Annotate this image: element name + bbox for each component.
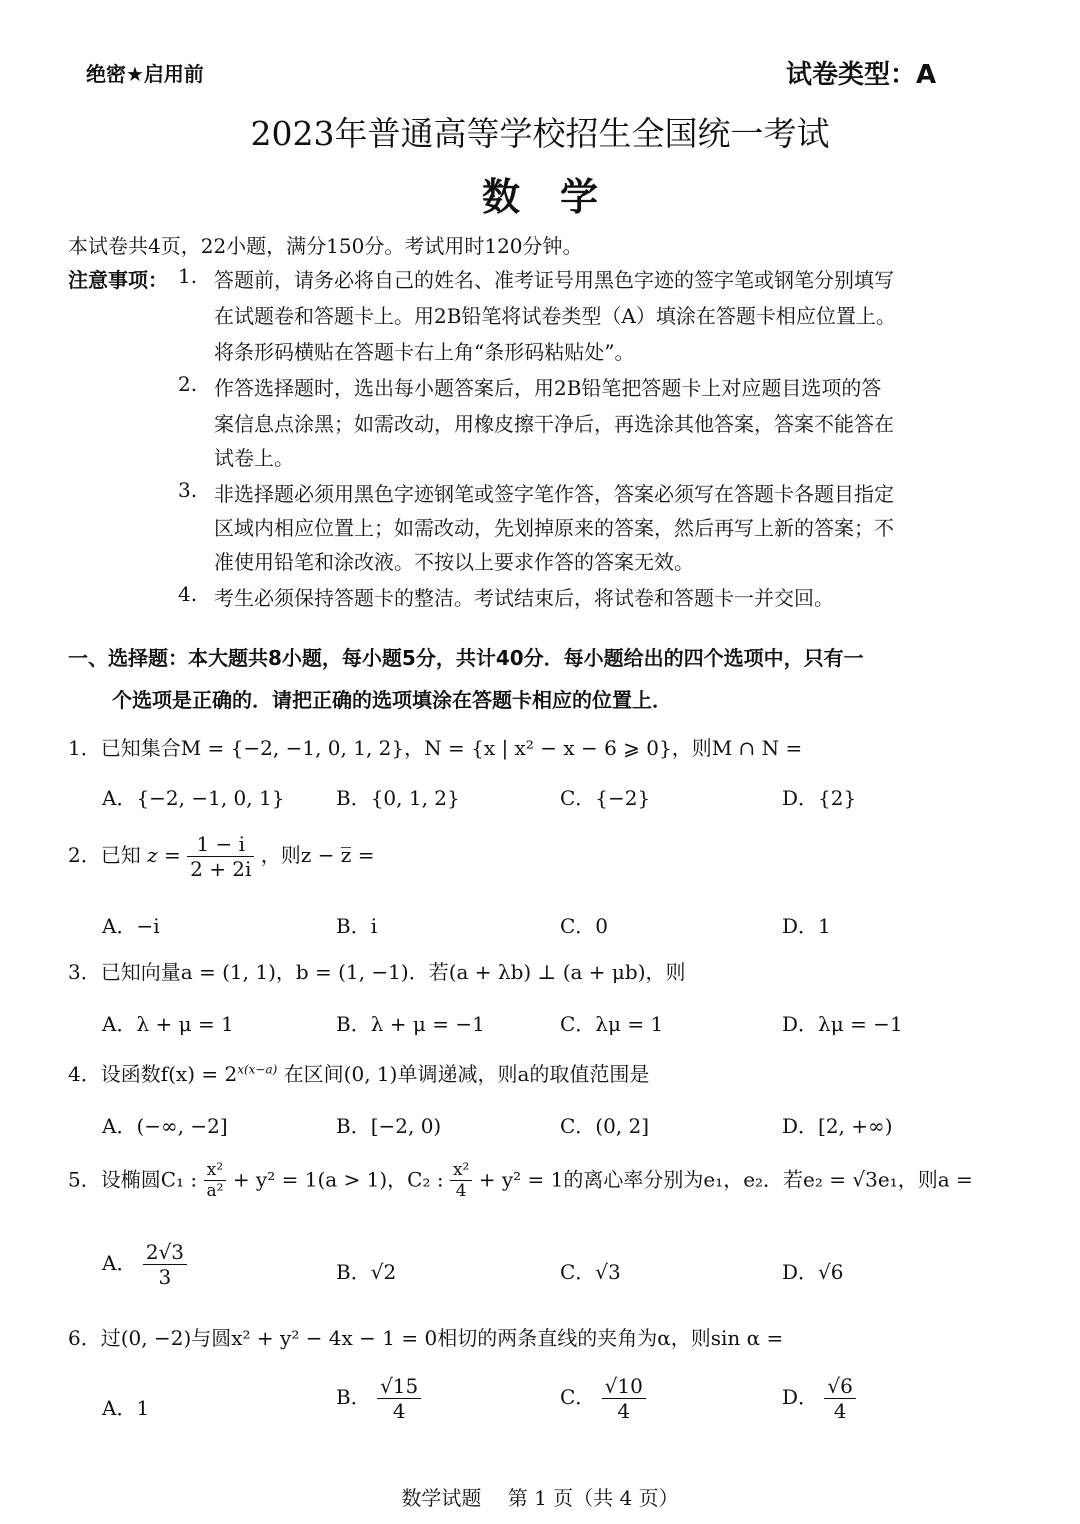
notes-label: 注意事项： — [68, 268, 168, 292]
question-2-fraction — [187, 832, 254, 881]
question-5-fraction-2 — [450, 1160, 472, 1202]
question-2-option-b: B．i — [336, 914, 378, 938]
section-heading: 一、选择题：本大题共8小题，每小题5分，共计40分．每小题给出的四个选项中，只有一 — [68, 646, 864, 670]
question-5-post: + y² = 1的离心率分别为e₁，e₂．若e₂ = √3e₁，则a = — [478, 1167, 973, 1192]
note-line: 考生必须保持答题卡的整洁。考试结束后，将试卷和答题卡一并交回。 — [214, 586, 834, 610]
note-number: 1. — [178, 264, 198, 288]
paper-type-label: 试卷类型：A — [786, 60, 937, 90]
note-line: 答题前，请务必将自己的姓名、准考证号用黑色字迹的签字笔或钢笔分别填写 — [214, 268, 894, 292]
section-heading-cont: 个选项是正确的．请把正确的选项填涂在答题卡相应的位置上． — [112, 688, 672, 712]
option-label: A． — [102, 1251, 137, 1275]
question-2-post: ，则z − z̅ = — [260, 843, 375, 867]
question-4-exponent: x(x−a) — [237, 1062, 278, 1077]
fraction-denominator: 2 + 2i — [190, 857, 252, 881]
question-4-stem — [68, 1058, 649, 1087]
page-footer — [0, 1482, 1080, 1511]
question-5-stem — [68, 1160, 973, 1202]
question-6-option-b — [336, 1374, 421, 1423]
question-1-option-d: D．{2} — [782, 786, 857, 810]
question-3-option-b: B．λ + μ = −1 — [336, 1012, 485, 1036]
question-4-option-d: D．[2, +∞) — [782, 1114, 893, 1138]
question-4-option-a: A．(−∞, −2] — [102, 1114, 228, 1138]
question-5-option-c: C．√3 — [560, 1260, 621, 1284]
note-line: 案信息点涂黑；如需改动，用橡皮擦干净后，再选涂其他答案，答案不能答在 — [214, 412, 894, 436]
question-3-option-d: D．λμ = −1 — [782, 1012, 903, 1036]
exam-title: 2023年普通高等学校招生全国统一考试 — [250, 114, 830, 153]
question-5-pre: 5．设椭圆C₁ : — [68, 1167, 198, 1192]
fraction-numerator: x² — [204, 1160, 227, 1181]
question-2-lhs: z = — [147, 843, 181, 867]
note-line: 将条形码横贴在答题卡右上角“条形码粘贴处”。 — [214, 340, 635, 364]
footer-page-number: 第 1 页（共 4 页） — [507, 1486, 679, 1510]
question-3-option-c: C．λμ = 1 — [560, 1012, 664, 1036]
exam-intro: 本试卷共4页，22小题，满分150分。考试用时120分钟。 — [68, 234, 583, 258]
fraction-numerator: √6 — [824, 1374, 855, 1399]
question-6-option-c — [560, 1374, 646, 1423]
option-fraction — [143, 1240, 187, 1289]
subject-title: 数学 — [481, 175, 638, 219]
fraction-numerator: 2√3 — [143, 1240, 187, 1265]
note-number: 3. — [178, 478, 198, 502]
question-5-option-d: D．√6 — [782, 1260, 844, 1284]
fraction-denominator: 4 — [617, 1399, 631, 1423]
confidential-label: 绝密★启用前 — [86, 62, 204, 86]
question-6-option-a: A．1 — [102, 1396, 150, 1420]
note-line: 试卷上。 — [214, 446, 294, 470]
question-5-option-b: B．√2 — [336, 1260, 397, 1284]
note-line: 非选择题必须用黑色字迹钢笔或签字笔作答，答案必须写在答题卡各题目指定 — [214, 482, 894, 506]
question-6-stem: 6．过(0, −2)与圆x² + y² − 4x − 1 = 0相切的两条直线的夹角为α，则sin α = — [68, 1326, 784, 1350]
question-4-option-c: C．(0, 2] — [560, 1114, 650, 1138]
fraction-denominator: a² — [206, 1181, 224, 1202]
option-fraction — [602, 1374, 646, 1423]
fraction-numerator: √15 — [377, 1374, 421, 1399]
question-1-option-a: A．{−2, −1, 0, 1} — [102, 786, 285, 810]
question-5-option-a — [102, 1240, 187, 1289]
question-2-option-d: D．1 — [782, 914, 831, 938]
question-2-stem — [68, 832, 374, 881]
note-line: 准使用铅笔和涂改液。不按以上要求作答的答案无效。 — [214, 550, 694, 574]
question-2-option-a: A．−i — [102, 914, 160, 938]
option-label: C． — [560, 1385, 596, 1409]
fraction-denominator: 4 — [455, 1181, 467, 1202]
question-2-option-c: C．0 — [560, 914, 609, 938]
note-line: 作答选择题时，选出每小题答案后，用2B铅笔把答题卡上对应题目选项的答 — [214, 376, 882, 400]
question-2-pre: 2．已知 — [68, 843, 141, 867]
fraction-numerator: 1 − i — [187, 832, 254, 857]
question-4-post: 在区间(0, 1)单调递减，则a的取值范围是 — [283, 1062, 650, 1086]
fraction-denominator: 3 — [158, 1265, 172, 1289]
fraction-denominator: 4 — [392, 1399, 406, 1423]
question-6-option-d — [782, 1374, 856, 1423]
option-label: B． — [336, 1385, 371, 1409]
option-fraction — [377, 1374, 421, 1423]
note-line: 区域内相应位置上；如需改动，先划掉原来的答案，然后再写上新的答案；不 — [214, 516, 894, 540]
fraction-denominator: 4 — [833, 1399, 847, 1423]
question-4-option-b: B．[−2, 0) — [336, 1114, 442, 1138]
question-3-stem: 3．已知向量a = (1, 1)，b = (1, −1)．若(a + λb) ⊥ (a + μb)，则 — [68, 960, 686, 984]
option-label: D． — [782, 1385, 819, 1409]
fraction-numerator: x² — [450, 1160, 472, 1181]
question-3-option-a: A．λ + μ = 1 — [102, 1012, 234, 1036]
note-number: 4. — [178, 582, 198, 606]
note-number: 2. — [178, 372, 198, 396]
question-4-pre: 4．设函数f(x) = 2 — [68, 1062, 238, 1086]
question-1-option-b: B．{0, 1, 2} — [336, 786, 460, 810]
question-5-mid: + y² = 1(a > 1)，C₂ : — [232, 1167, 444, 1192]
note-line: 在试题卷和答题卡上。用2B铅笔将试卷类型（A）填涂在答题卡相应位置上。 — [214, 304, 896, 328]
fraction-numerator: √10 — [602, 1374, 646, 1399]
question-1-option-c: C．{−2} — [560, 786, 651, 810]
question-5-fraction-1 — [204, 1160, 227, 1202]
question-1-stem: 1．已知集合M = {−2, −1, 0, 1, 2}，N = {x | x² − x − 6 ⩾ 0}，则M ∩ N = — [68, 736, 803, 760]
footer-subject: 数学试题 — [401, 1486, 482, 1510]
option-fraction — [824, 1374, 855, 1423]
